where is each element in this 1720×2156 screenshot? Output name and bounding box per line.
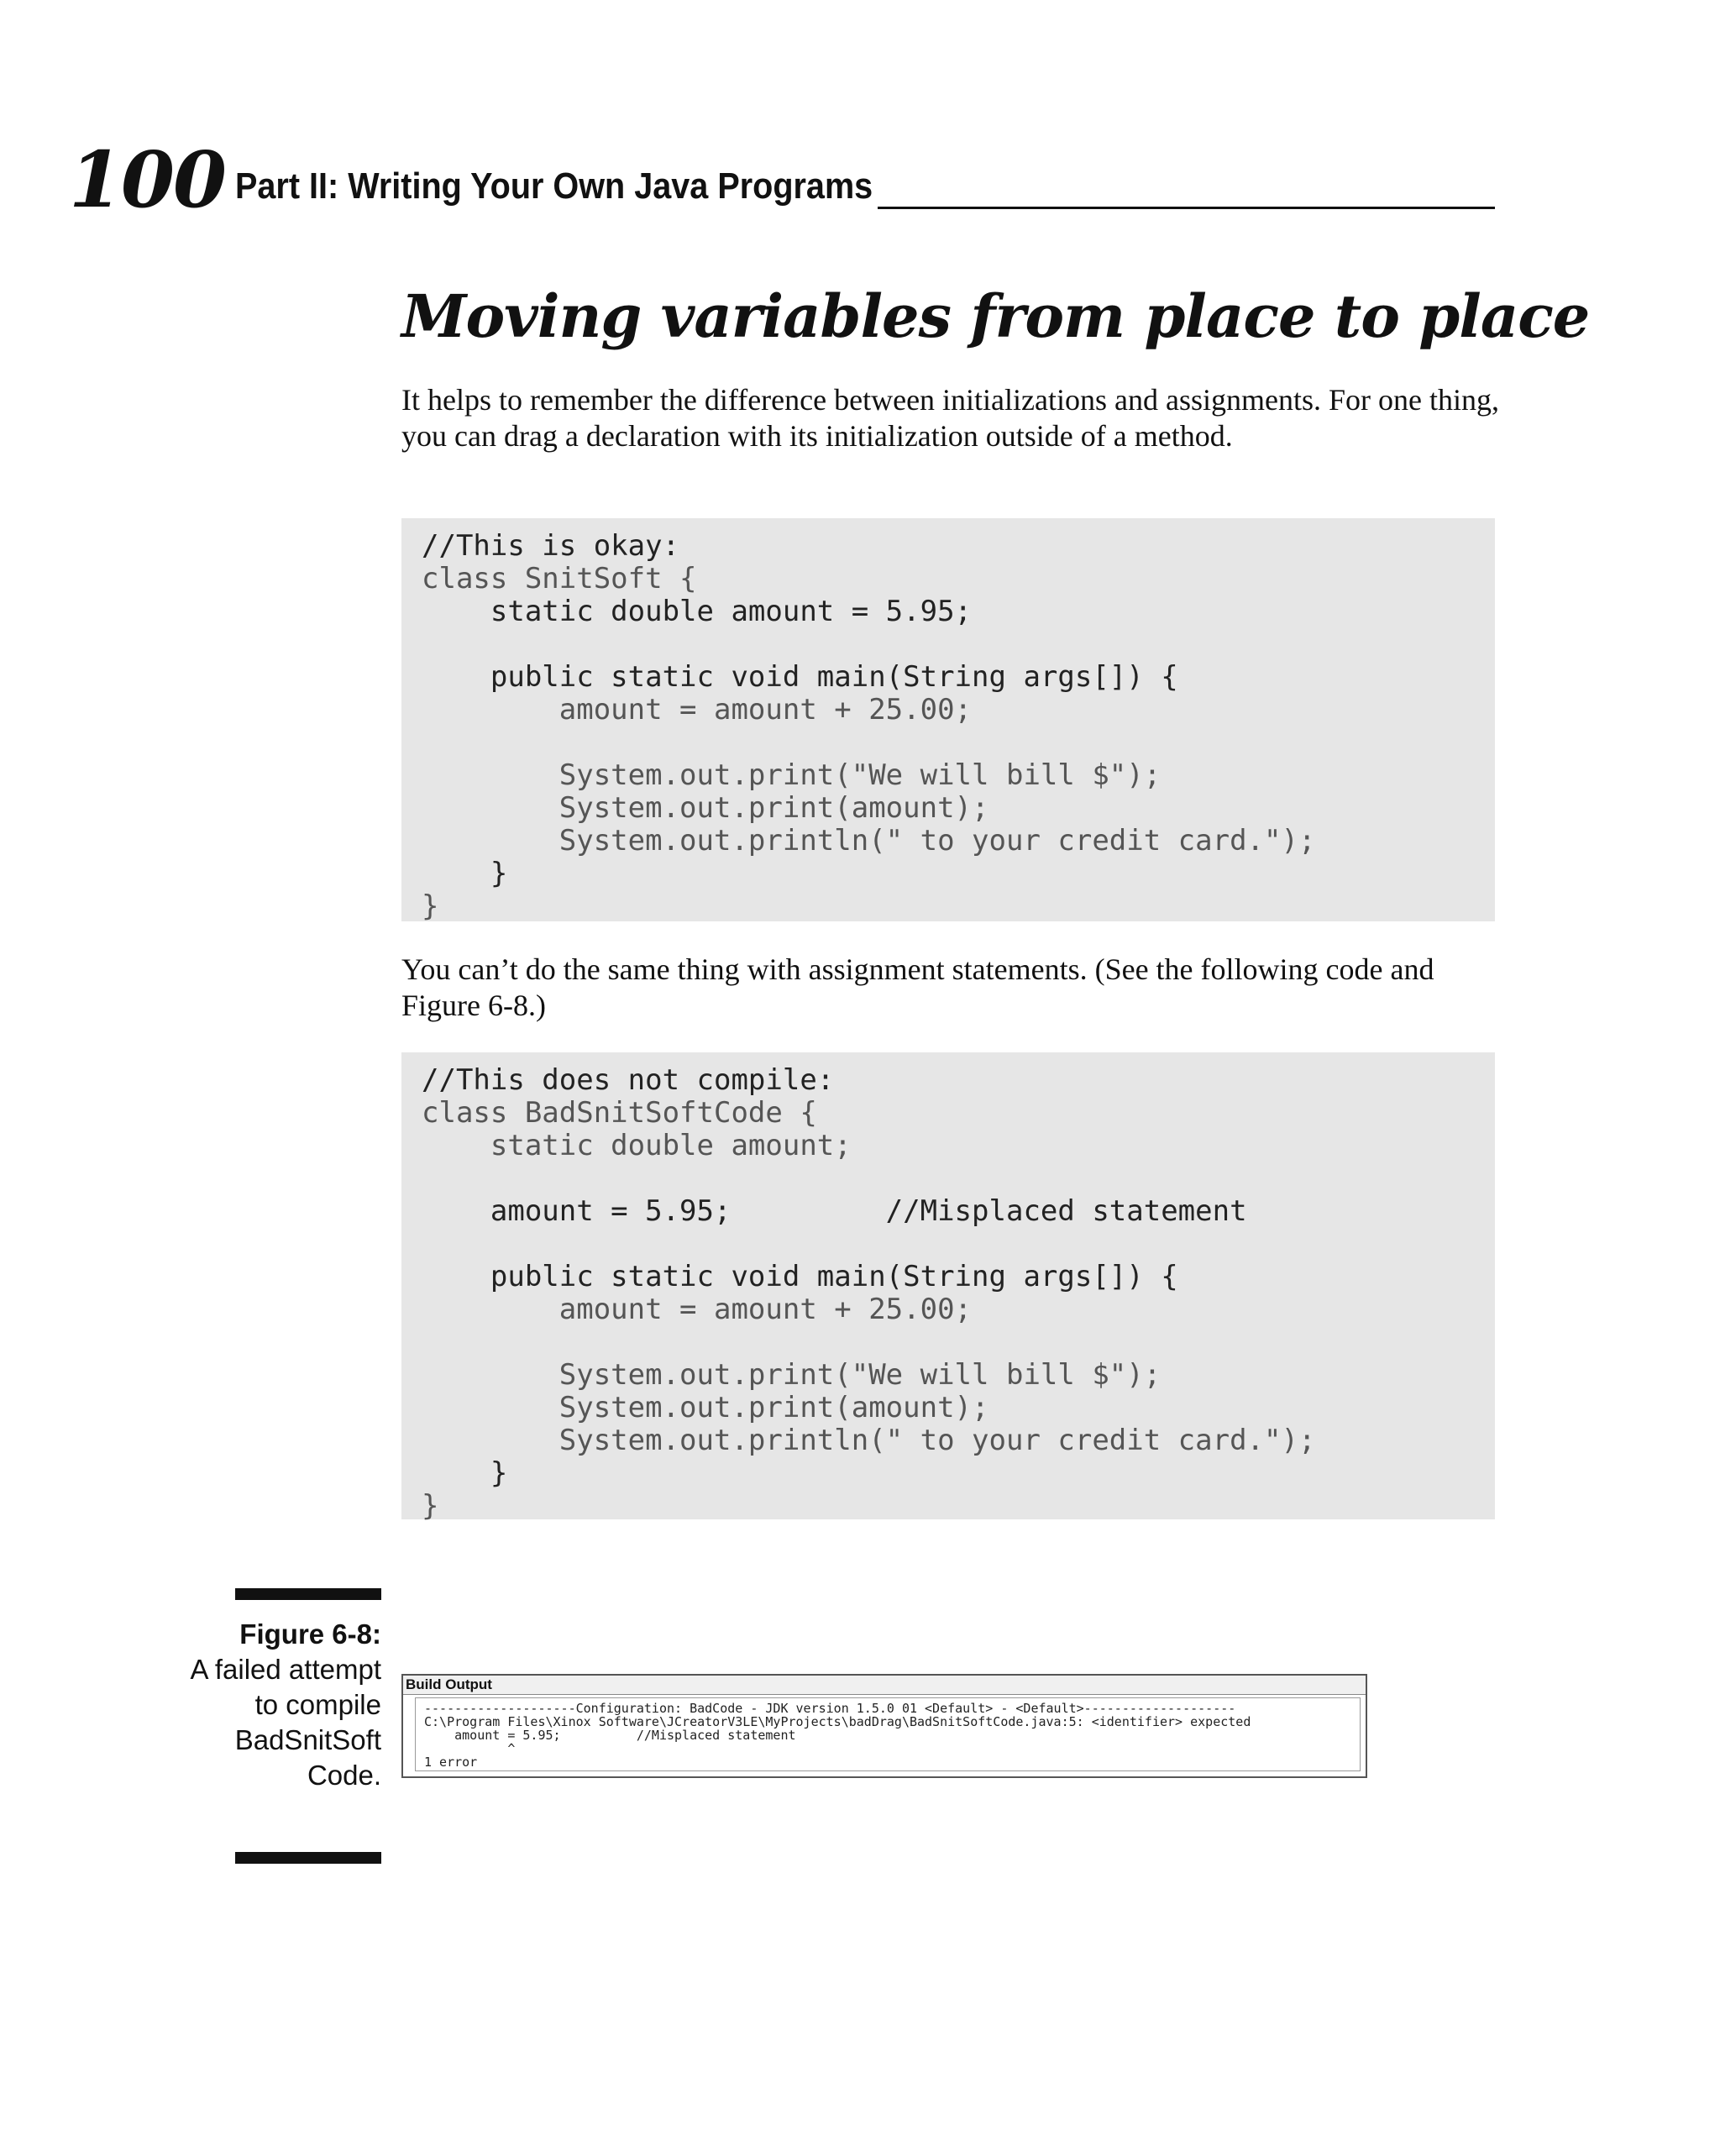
code-line: [422, 1162, 1475, 1195]
code-line: System.out.println(" to your credit card.");: [422, 824, 1316, 858]
code-line: System.out.println(" to your credit card.");: [422, 1424, 1316, 1457]
code-listing-okay: [401, 518, 1495, 921]
code-line: static double amount = 5.95;: [422, 595, 973, 628]
code-line: System.out.print(amount);: [422, 1391, 989, 1424]
code-line: }: [422, 1489, 439, 1523]
code-line: System.out.print("We will bill $");: [422, 758, 1162, 792]
paragraph-assignment: You can’t do the same thing with assignment statements. (See the following code and Figure 6-8.): [401, 952, 1434, 1022]
code-line: System.out.print(amount);: [422, 791, 989, 825]
build-output-line: ^: [424, 1742, 516, 1755]
code-listing-bad: [401, 1052, 1495, 1523]
build-output-line: --------------------Configuration: BadCode - JDK version 1.5.0_01 <Default> - <Default>--------------------: [424, 1702, 1236, 1715]
code-line: public static void main(String args[]) {: [422, 660, 1178, 694]
figure-bar-bottom: [235, 1852, 381, 1864]
figure-caption-text: A failed attempt to compile BadSnitSoft Code.: [190, 1654, 381, 1791]
build-output-title: Build Output: [403, 1676, 1366, 1695]
figure-caption: [185, 1617, 381, 1793]
paragraph-intro: It helps to remember the difference between initializations and assignments. For one thing, you can drag a declaration with its initialization outside of a method.: [401, 383, 1499, 453]
code-line: }: [422, 857, 508, 890]
code-line: amount = amount + 25.00;: [422, 1293, 973, 1326]
build-output-line: amount = 5.95; //Misplaced statement: [424, 1728, 796, 1742]
code-line: System.out.print("We will bill $");: [422, 1358, 1162, 1392]
build-output-panel: [401, 1674, 1367, 1778]
code-line: amount = amount + 25.00;: [422, 693, 973, 727]
code-line: }: [422, 1456, 508, 1490]
running-head: Part II: Writing Your Own Java Programs: [235, 165, 873, 207]
build-output-body: [415, 1697, 1361, 1771]
section-title: Moving variables from place to place: [401, 281, 1590, 351]
figure-bar-top: [235, 1588, 381, 1600]
code-line: [422, 1228, 1475, 1261]
code-line: class BadSnitSoftCode {: [422, 1096, 817, 1130]
figure-label: Figure 6-8:: [239, 1618, 381, 1650]
code-line: }: [422, 889, 439, 923]
code-line: [422, 727, 1475, 759]
header-rule: [878, 207, 1495, 209]
page-number: 100: [69, 134, 226, 225]
build-output-line: C:\Program Files\Xinox Software\JCreatorV3LE\MyProjects\badDrag\BadSnitSoftCode.java:5: <identifier> expected: [424, 1715, 1251, 1728]
code-line: //This does not compile:: [422, 1063, 835, 1097]
build-output-line: 1 error: [424, 1755, 478, 1769]
code-line: //This is okay:: [422, 529, 680, 563]
code-line: amount = 5.95; //Misplaced statement: [422, 1194, 1247, 1228]
code-line: [422, 628, 1475, 661]
code-line: static double amount;: [422, 1129, 852, 1162]
code-line: class SnitSoft {: [422, 562, 697, 595]
code-line: public static void main(String args[]) {: [422, 1260, 1178, 1293]
code-line: [422, 1326, 1475, 1359]
